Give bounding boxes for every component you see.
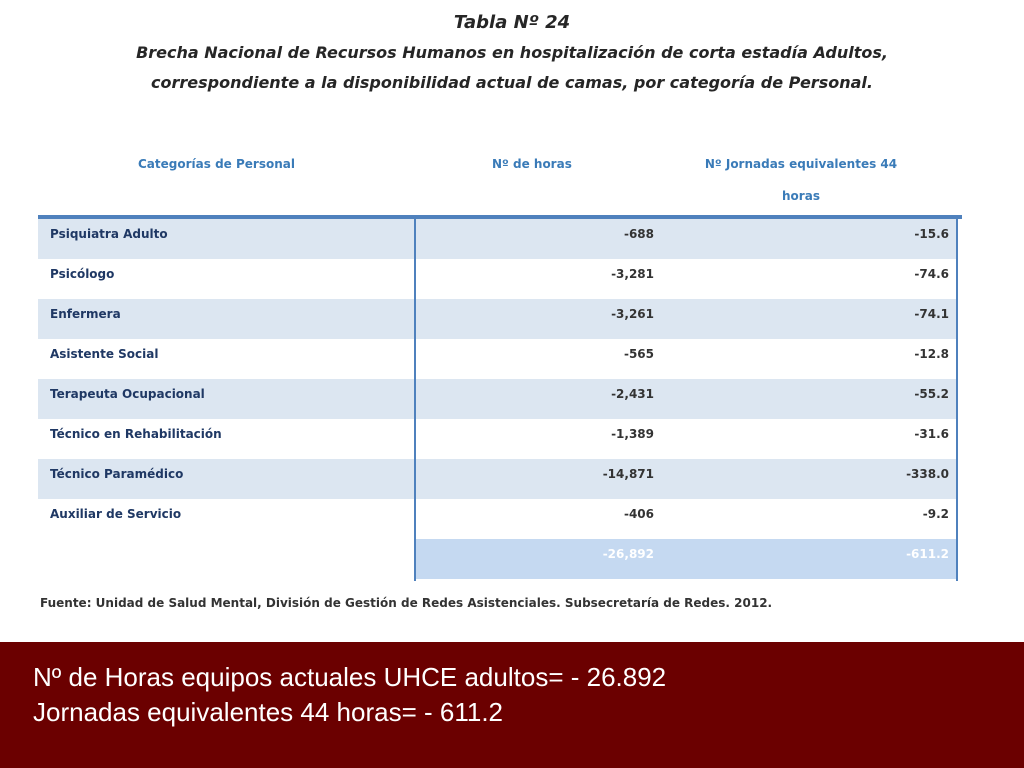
cell-jornadas: -74.6	[914, 267, 949, 281]
header-jornadas	[681, 148, 921, 212]
cell-jornadas: -74.1	[662, 299, 957, 339]
cell-category: Técnico en Rehabilitación	[50, 427, 222, 441]
cell-jornadas: -31.6	[914, 427, 949, 441]
table-title	[0, 8, 1024, 98]
cell-jornadas: -338.0	[662, 459, 957, 499]
header-category: Categorías de Personal	[138, 157, 295, 171]
cell-category: Asistente Social	[50, 347, 159, 361]
total-jornadas: -611.2	[662, 539, 957, 579]
source-note: Fuente: Unidad de Salud Mental, División de Gestión de Redes Asistenciales. Subsecretaría de Redes. 2012.	[40, 596, 773, 610]
footer-summary	[33, 660, 666, 730]
cell-hours: -2,431	[416, 379, 662, 419]
column-divider	[414, 219, 416, 581]
table-row	[38, 379, 962, 419]
cell-category: Psicólogo	[50, 267, 115, 281]
table-row	[38, 299, 962, 339]
cell-hours: -3,281	[611, 267, 654, 281]
total-hours: -26,892	[416, 539, 662, 579]
cell-hours: -406	[623, 507, 654, 521]
cell-category: Auxiliar de Servicio	[50, 507, 182, 521]
header-hours: Nº de horas	[492, 157, 572, 171]
table-row	[38, 259, 962, 299]
data-table	[38, 140, 962, 579]
title-line-2: correspondiente a la disponibilidad actual de camas, por categoría de Personal.	[151, 73, 873, 92]
cell-jornadas: -12.8	[914, 347, 949, 361]
table-row	[38, 339, 962, 379]
table-right-border	[956, 219, 958, 581]
table-row	[38, 499, 962, 539]
cell-category-empty	[38, 539, 415, 579]
cell-hours: -14,871	[416, 459, 662, 499]
header-jornadas-line2: horas	[782, 189, 820, 203]
footer-line-1: Nº de Horas equipos actuales UHCE adultos= - 26.892	[33, 662, 667, 692]
table-row	[38, 459, 962, 499]
table-row	[38, 219, 962, 259]
cell-category: Enfermera	[38, 299, 415, 339]
table-number: Tabla Nº 24	[453, 12, 571, 33]
cell-jornadas: -55.2	[662, 379, 957, 419]
footer-line-2: Jornadas equivalentes 44 horas= - 611.2	[33, 697, 504, 727]
cell-hours: -565	[623, 347, 654, 361]
cell-jornadas: -9.2	[922, 507, 949, 521]
cell-hours: -688	[416, 219, 662, 259]
title-line-1: Brecha Nacional de Recursos Humanos en hospitalización de corta estadía Adultos,	[136, 43, 888, 62]
cell-hours: -3,261	[416, 299, 662, 339]
cell-hours: -1,389	[611, 427, 654, 441]
cell-category: Psiquiatra Adulto	[38, 219, 415, 259]
cell-category: Terapeuta Ocupacional	[38, 379, 415, 419]
table-header	[38, 140, 962, 219]
table-total-row	[38, 539, 962, 579]
header-jornadas-line1: Nº Jornadas equivalentes 44	[704, 157, 898, 171]
cell-category: Técnico Paramédico	[38, 459, 415, 499]
cell-jornadas: -15.6	[662, 219, 957, 259]
table-row	[38, 419, 962, 459]
